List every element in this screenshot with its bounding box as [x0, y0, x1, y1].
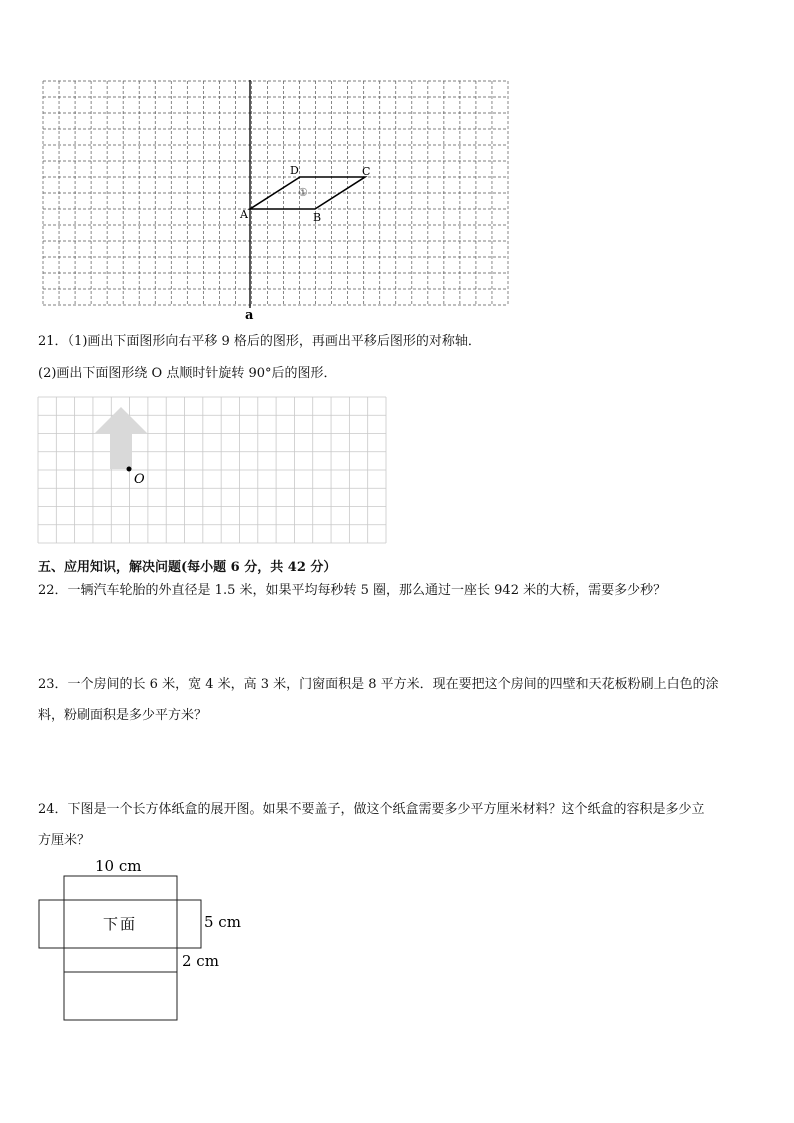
- q23-line2: 料，粉刷面积是多少平方米？: [38, 708, 208, 723]
- net-back-face: [64, 876, 177, 900]
- figure-grid-parallelogram: [0, 0, 794, 330]
- section-5-title: 五、应用知识，解决问题(每小题 6 分，共 42 分）: [38, 560, 337, 575]
- point-label-b: B: [313, 211, 322, 224]
- q23-line1: 23．一个房间的长 6 米，宽 4 米，高 3 米，门窗面积是 8 平方米．现在要把这个房间的四壁和天花板粉刷上白色的涂: [38, 677, 719, 692]
- label-length: 10 cm: [95, 857, 142, 875]
- axis-label-a: a: [245, 308, 254, 323]
- figure-grid-arrow: [0, 390, 400, 550]
- q21-line1: 21．（1)画出下面图形向右平移 9 格后的图形，再画出平移后图形的对称轴．: [38, 334, 481, 349]
- point-label-a: A: [240, 208, 248, 221]
- net-front-face: [64, 948, 177, 972]
- point-label-o: O: [134, 472, 145, 487]
- q24-line2: 方厘米？: [38, 833, 91, 848]
- label-height: 2 cm: [182, 952, 219, 970]
- arrow-shape: [94, 407, 148, 469]
- solid-grid: [38, 397, 386, 543]
- net-top-face: [64, 972, 177, 1020]
- net-right-face: [177, 900, 201, 948]
- point-label-c: C: [362, 165, 371, 178]
- q24-line1: 24．下图是一个长方体纸盒的展开图。如果不要盖子，做这个纸盒需要多少平方厘米材料？这个纸盒的容积是多少立: [38, 802, 705, 817]
- point-o: [127, 467, 132, 472]
- point-label-d: D: [290, 164, 299, 177]
- q21-line2: (2)画出下面图形绕 O 点顺时针旋转 90°后的图形．: [38, 366, 337, 381]
- label-bottom-face: 下面: [103, 915, 138, 933]
- shape-label-1: ①: [298, 186, 308, 199]
- label-width: 5 cm: [204, 913, 241, 931]
- net-left-face: [39, 900, 64, 948]
- figure-box-net: [0, 850, 300, 1030]
- q22-text: 22．一辆汽车轮胎的外直径是 1.5 米，如果平均每秒转 5 圈，那么通过一座长 942 米的大桥，需要多少秒？: [38, 583, 667, 598]
